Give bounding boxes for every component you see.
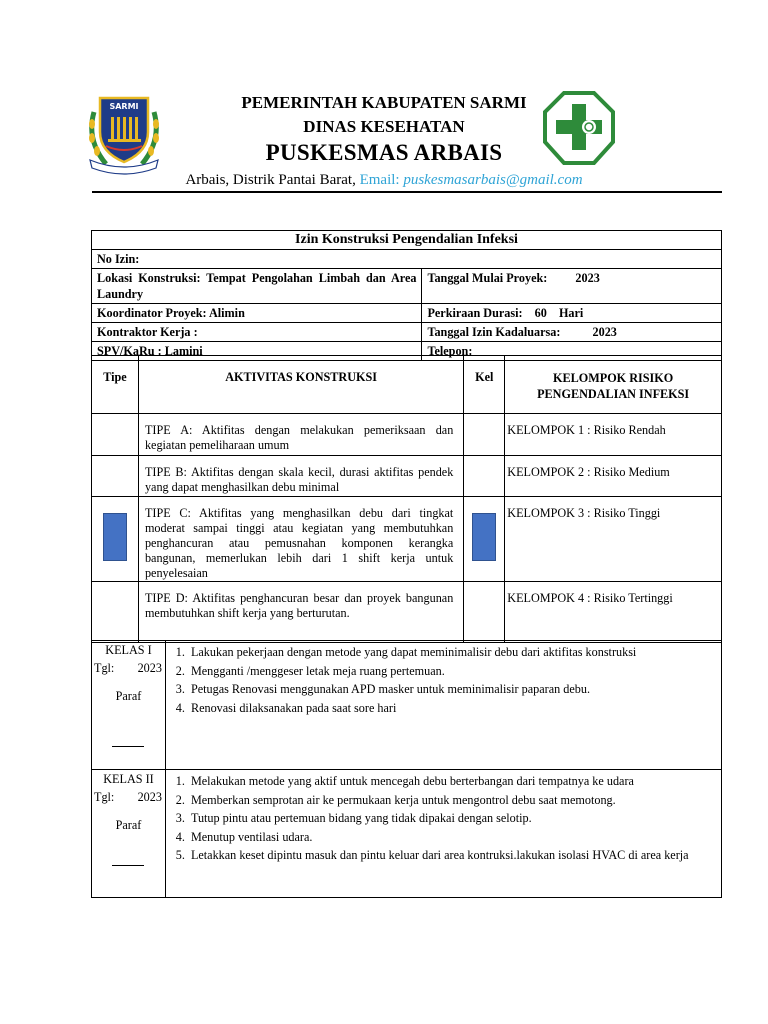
kel-3-checkbox[interactable] (464, 497, 505, 582)
address-text: Arbais, Distrik Pantai Barat, (185, 172, 356, 188)
table-row (92, 414, 722, 456)
tipe-c-checkbox[interactable] (92, 497, 139, 582)
kelas-2-signature-line[interactable] (112, 865, 144, 866)
form-title: Izin Konstruksi Pengendalian Infeksi (92, 231, 722, 250)
permit-info-table (91, 230, 722, 361)
kel-2-checkbox[interactable] (464, 456, 505, 497)
table-row (92, 770, 722, 898)
kelas-2-tgl-label: Tgl: (94, 790, 115, 804)
table-row (92, 250, 722, 269)
risk-classification-table (91, 355, 722, 643)
list-item: 1. Melakukan metode yang aktif untuk mencegah debu berterbangan dari tempatnya ke udara (188, 772, 721, 791)
kelas-1-signature-line[interactable] (112, 746, 144, 747)
kelas-1-steps (166, 643, 721, 717)
table-row (92, 269, 722, 304)
kontraktor-field[interactable] (92, 323, 422, 342)
header-aktivitas: AKTIVITAS KONSTRUKSI (138, 356, 463, 414)
kelas-2-cell (92, 770, 166, 898)
list-item: 5. Letakkan keset dipintu masuk dan pintu keluar dari area kontruksi.lakukan isolasi HVAC di area kerja (188, 846, 721, 865)
puskesmas-logo (542, 90, 616, 166)
no-izin-label: No Izin: (97, 252, 140, 266)
kelas-1-tgl-value: 2023 (137, 661, 162, 675)
list-item: 2. Mengganti /menggeser letak meja ruang pertemuan. (188, 662, 721, 681)
kelas-2-steps-cell (165, 770, 721, 898)
table-header-row (92, 356, 722, 414)
tipe-b-desc: TIPE B: Aktifitas dengan skala kecil, durasi aktifitas pendek yang dapat menghasilkan debu minimal (138, 456, 463, 497)
tipe-c-selected-marker (103, 513, 127, 561)
tipe-c-desc: TIPE C: Aktifitas yang menghasilkan debu dari tingkat moderat sampai tinggi atau kegiatan yang membutuhkan penghancuran atau pemusnahan komponen kerangka bangunan, memerlukan lebih dari 1 shift kerja untuk penyelesaian (138, 497, 463, 582)
lokasi-value: Tempat Pengolahan Limbah dan Area Laundry (97, 271, 417, 301)
list-item: 3. Tutup pintu atau pertemuan bidang yang tidak dipakai dengan selotip. (188, 809, 721, 828)
koordinator-value: Alimin (208, 306, 245, 320)
tipe-a-checkbox[interactable] (92, 414, 139, 456)
kontraktor-label: Kontraktor Kerja : (97, 325, 198, 339)
spv-value: Lamini (164, 344, 203, 358)
kel-3-selected-marker (472, 513, 496, 561)
list-item: 2. Memberkan semprotan air ke permukaan kerja untuk mengontrol debu saat memotong. (188, 791, 721, 810)
durasi-value: 60 (534, 306, 547, 320)
telepon-label: Telepon: (427, 344, 473, 358)
durasi-field[interactable] (422, 304, 722, 323)
kelompok-3-desc: KELOMPOK 3 : Risiko Tinggi (505, 497, 722, 582)
kadaluarsa-label: Tanggal Izin Kadaluarsa: (427, 325, 561, 339)
class-steps-table (91, 640, 722, 898)
kelas-1-steps-cell (165, 641, 721, 770)
durasi-unit: Hari (558, 306, 584, 320)
table-row (92, 231, 722, 250)
kelompok-1-desc: KELOMPOK 1 : Risiko Rendah (505, 414, 722, 456)
table-row (92, 497, 722, 582)
kelas-2-date[interactable] (92, 790, 165, 805)
list-item: 4. Menutup ventilasi udara. (188, 828, 721, 847)
kelas-1-date[interactable] (92, 661, 165, 676)
tipe-d-checkbox[interactable] (92, 582, 139, 643)
tanggal-mulai-field[interactable] (422, 269, 722, 304)
email-link[interactable]: puskesmasarbais@gmail.com (403, 172, 583, 188)
list-item: 4. Renovasi dilaksanakan pada saat sore hari (188, 699, 721, 718)
header-kelompok: KELOMPOK RISIKO PENGENDALIAN INFEKSI (505, 356, 722, 414)
government-name: PEMERINTAH KABUPATEN SARMI (241, 93, 527, 112)
email-label: Email: (359, 172, 400, 188)
kel-1-checkbox[interactable] (464, 414, 505, 456)
table-row (92, 582, 722, 643)
facility-name: PUSKESMAS ARBAIS (265, 140, 503, 165)
kelompok-2-desc: KELOMPOK 2 : Risiko Medium (505, 456, 722, 497)
kelas-2-name: KELAS II (103, 772, 154, 786)
department-name: DINAS KESEHATAN (303, 117, 465, 136)
tipe-d-desc: TIPE D: Aktifitas penghancuran besar dan proyek bangunan membutuhkan shift kerja yang berturutan. (138, 582, 463, 643)
koordinator-field[interactable] (92, 304, 422, 323)
header-divider (92, 191, 722, 193)
tipe-b-checkbox[interactable] (92, 456, 139, 497)
koordinator-label: Koordinator Proyek: (97, 306, 207, 320)
lokasi-label: Lokasi Konstruksi: (97, 271, 201, 285)
kadaluarsa-value: 2023 (592, 325, 617, 339)
kelompok-4-desc: KELOMPOK 4 : Risiko Tertinggi (505, 582, 722, 643)
kelas-1-name: KELAS I (105, 643, 152, 657)
kelas-1-tgl-label: Tgl: (94, 661, 115, 675)
kelas-2-tgl-value: 2023 (137, 790, 162, 804)
svg-text:SARMI: SARMI (109, 102, 139, 111)
kelas-2-paraf: Paraf (115, 818, 142, 832)
kel-4-checkbox[interactable] (464, 582, 505, 643)
table-row (92, 456, 722, 497)
table-row (92, 323, 722, 342)
header-kel: Kel (464, 356, 505, 414)
spv-label: SPV/KaRu : (97, 344, 162, 358)
kelas-1-cell (92, 641, 166, 770)
header-tipe: Tipe (92, 356, 139, 414)
tanggal-mulai-label: Tanggal Mulai Proyek: (427, 271, 548, 285)
tanggal-mulai-value: 2023 (575, 271, 600, 285)
list-item: 3. Petugas Renovasi menggunakan APD masker untuk meminimalisir paparan debu. (188, 680, 721, 699)
tipe-a-desc: TIPE A: Aktifitas dengan melakukan pemeriksaan dan kegiatan pemeliharaan umum (138, 414, 463, 456)
durasi-label: Perkiraan Durasi: (427, 306, 523, 320)
lokasi-field[interactable] (92, 269, 422, 304)
address-line (0, 172, 768, 189)
no-izin-field[interactable] (92, 250, 722, 269)
table-row (92, 641, 722, 770)
kelas-2-steps (166, 772, 721, 865)
list-item: 1. Lakukan pekerjaan dengan metode yang dapat meminimalisir debu dari aktifitas konstruksi (188, 643, 721, 662)
kelas-1-paraf: Paraf (115, 689, 142, 703)
table-row (92, 304, 722, 323)
kadaluarsa-field[interactable] (422, 323, 722, 342)
